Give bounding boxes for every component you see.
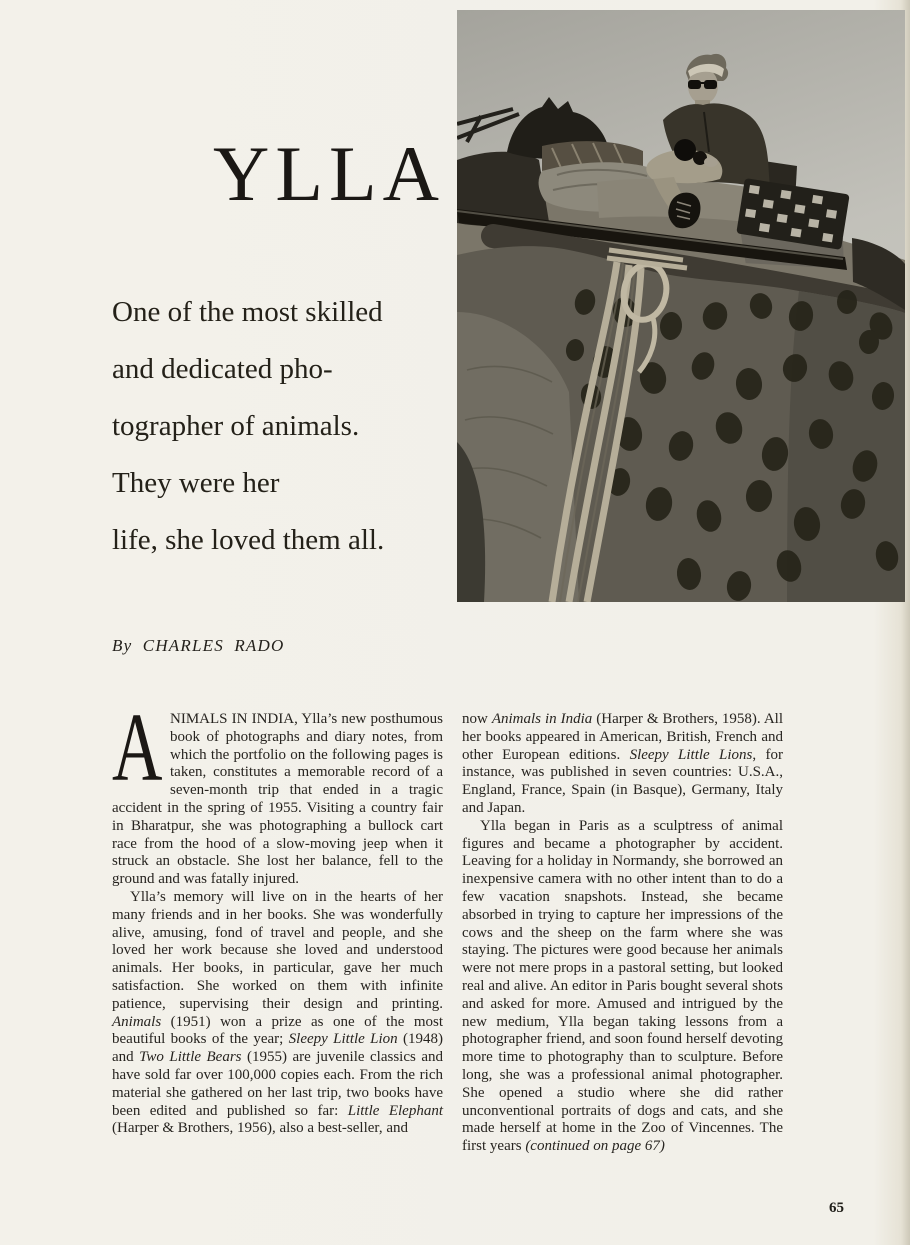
article-deck: [112, 284, 492, 569]
deck-line: life, she loved them all.: [112, 524, 385, 556]
page-title: YLLA: [213, 130, 445, 217]
paragraph-lead: ANIMALS IN INDIA, Ylla’s new posthumous book of photographs and diary notes, from which the portfolio on the following pages is taken, constitutes a memorable record of a seven-month trip that ended in a tragic accident in the spring of 1955. Visiting a country fair in Bharatpur, she was photographing a bullock cart race from the hood of a slow-moving jeep when it struck an obstacle. She lost her balance, fell to the ground and was fatally injured.: [112, 694, 443, 888]
dropcap: A: [112, 694, 163, 801]
deck-line: tographer of animals.: [112, 410, 360, 442]
page-number: 65: [829, 1200, 844, 1216]
hand: [704, 157, 718, 167]
deck-line: One of the most skilled: [112, 296, 383, 328]
article-body: [112, 694, 784, 1156]
photo-ylla-on-elephant: [457, 10, 905, 602]
paragraph: Ylla’s memory will live on in the hearts of her many friends and in her books. She was wonderfully alive, amusing, fond of travel and people, and she loved her work because she loved and understood animals. Her books, in particular, gave her much satisfaction. She worked on them with infinite patience, supervising their design and printing. Animals (1951) won a prize as one of the most beautiful books of the year; Sleepy Little Lion (1948) and Two Little Bears (1955) are juvenile classics and have sold far over 100,000 copies each. From the rich material she gathered on her last trip, two books have been edited and published so far: Little Elephant (Harper & Brothers, 1956), also a best-seller, and: [112, 888, 443, 1137]
column-left: [112, 694, 443, 1156]
deck-line: and dedicated pho-: [112, 353, 333, 385]
deck-line: They were her: [112, 467, 280, 499]
byline: By CHARLES RADO: [112, 636, 285, 655]
elephant-photo-illustration: [457, 10, 905, 602]
camera-lens: [674, 139, 696, 161]
paragraph: Ylla began in Paris as a sculptress of animal figures and became a photographer by accident. Leaving for a holiday in Normandy, she borrowed an inexpensive camera with no other intent than to do a few vacation snapshots. Instead, she became absorbed in trying to capture her impressions of the cows and the sheep on the farm where she was staying. The pictures were good because her animals were not mere props in a pastoral setting, but looked real and alive. An editor in Paris bought several shots and asked for more. Amused and intrigued by the new medium, Ylla began taking lessons from a photographer friend, and soon found herself devoting more time to photography than to sculpture. Before long, she was a professional animal photographer. She opened a studio where she did rather unconventional portraits of dogs and cats, and she made herself at home in the Zoo of Vincennes. The first years (continued on page 67): [462, 817, 783, 1155]
paragraph: now Animals in India (Harper & Brothers, 1958). All her books appeared in American, British, French and other European editions. Sleepy Little Lions, for instance, was published in seven countries: U.S.A., England, France, Spain (in Basque), Germany, Italy and Japan.: [462, 711, 784, 816]
column-right: [462, 711, 783, 1156]
